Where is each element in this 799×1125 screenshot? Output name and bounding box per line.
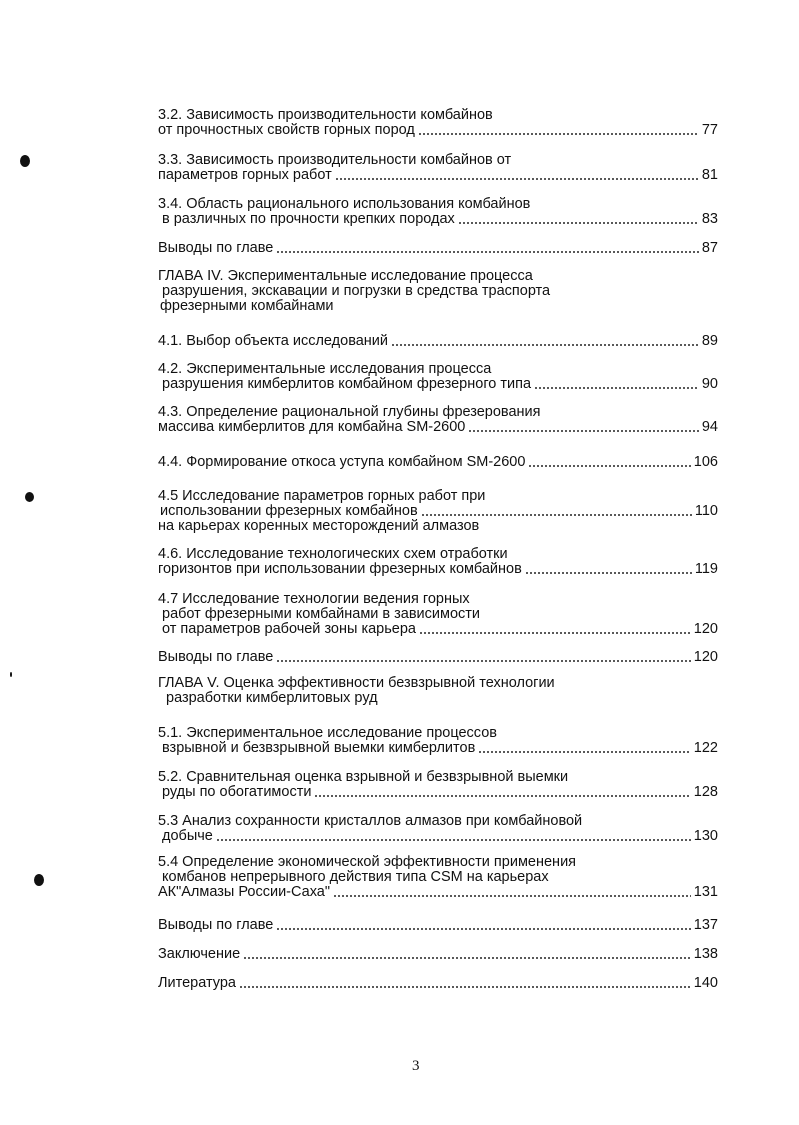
toc-line-text: руды по обогатимости: [162, 784, 312, 800]
toc-entry: [158, 547, 718, 577]
toc-page-number: 110: [694, 503, 718, 519]
toc-line: [158, 108, 718, 123]
toc-entry: [158, 726, 718, 756]
toc-line-text: 4.6. Исследование технологических схем отработки: [158, 546, 508, 562]
toc-line-text: горизонтов при использовании фрезерных комбайнов: [158, 561, 522, 577]
toc-line: [158, 519, 718, 534]
toc-entry: [158, 918, 718, 933]
toc-page-number: 131: [693, 884, 718, 900]
toc-line: [158, 770, 718, 785]
toc-line: [158, 212, 718, 227]
dot-leader: [458, 215, 699, 225]
toc-line-text: комбанов непрерывного действия типа CSM на карьерах: [162, 869, 549, 885]
toc-line: [158, 420, 718, 435]
toc-entry: [158, 814, 718, 844]
toc-line-text: 3.2. Зависимость производительности комбайнов: [158, 107, 493, 123]
toc-entry: [158, 334, 718, 349]
toc-line: [158, 284, 718, 299]
toc-line: [158, 607, 718, 622]
toc-page-number: 90: [701, 376, 718, 392]
toc-line: [158, 197, 718, 212]
toc-line-text: параметров горных работ: [158, 167, 332, 183]
dot-leader: [333, 888, 691, 898]
toc-line-text: массива кимберлитов для комбайна SM-2600: [158, 419, 466, 435]
dot-leader: [419, 625, 691, 635]
toc-line: [158, 153, 718, 168]
toc-entry: [158, 241, 718, 256]
toc-line: [158, 676, 718, 691]
dot-leader: [276, 921, 690, 931]
toc-page-number: 120: [693, 649, 718, 665]
toc-line: [158, 650, 718, 665]
toc-line-text: Выводы по главе: [158, 917, 274, 933]
toc-line: [158, 377, 718, 392]
dot-leader: [525, 565, 692, 575]
scan-artifact: [34, 874, 44, 886]
toc-line-text: 4.4. Формирование откоса уступа комбайном SM-2600: [158, 454, 526, 470]
toc-line: [158, 168, 718, 183]
toc-line-text: в различных по прочности крепких породах: [162, 211, 455, 227]
scan-artifact: [25, 492, 34, 502]
toc-entry: [158, 489, 718, 534]
toc-page-number: 94: [701, 419, 718, 435]
toc-line-text: фрезерными комбайнами: [160, 298, 334, 314]
toc-line-text: от параметров рабочей зоны карьера: [162, 621, 416, 637]
toc-page-number: 89: [701, 333, 718, 349]
toc-line-text: Выводы по главе: [158, 649, 274, 665]
toc-line-text: 5.1. Экспериментальное исследование процессов: [158, 725, 497, 741]
toc-line-text: 4.7 Исследование технологии ведения горных: [158, 591, 470, 607]
toc-page-number: 87: [701, 240, 718, 256]
toc-line: [158, 976, 718, 991]
toc-line: [158, 947, 718, 962]
toc-line: [158, 741, 718, 756]
toc-entry: [158, 455, 718, 470]
toc-line: [158, 691, 718, 706]
toc-page-number: 83: [701, 211, 718, 227]
toc-line: [158, 455, 718, 470]
toc-line-text: ГЛАВА IV. Экспериментальные исследование процесса: [158, 268, 533, 284]
dot-leader: [534, 380, 699, 390]
dot-leader: [421, 507, 692, 517]
dot-leader: [391, 337, 699, 347]
toc-page-number: 120: [693, 621, 718, 637]
toc-line-text: Литература: [158, 975, 236, 991]
toc-line: [158, 299, 718, 314]
toc-chapter-heading: [158, 269, 718, 314]
toc-line-text: разрушения, экскавации и погрузки в средства траспорта: [162, 283, 551, 299]
toc-line-text: добыче: [162, 828, 213, 844]
toc-line: [158, 562, 718, 577]
toc-line-text: ГЛАВА V. Оценка эффективности безвзрывной технологии: [158, 675, 555, 691]
toc-line-text: Заключение: [158, 946, 241, 962]
dot-leader: [478, 744, 691, 754]
dot-leader: [216, 832, 691, 842]
page-number: 3: [412, 1058, 420, 1074]
toc-line: [158, 547, 718, 562]
toc-line-text: 5.3 Анализ сохранности кристаллов алмазов при комбайновой: [158, 813, 583, 829]
dot-leader: [418, 126, 699, 136]
toc-line: [158, 241, 718, 256]
toc-line-text: 4.1. Выбор объекта исследований: [158, 333, 389, 349]
toc-line: [158, 334, 718, 349]
scan-artifact: [20, 155, 30, 167]
toc-line-text: 4.2. Экспериментальные исследования процесса: [158, 361, 492, 377]
toc-page-number: 106: [693, 454, 718, 470]
toc-line: [158, 785, 718, 800]
dot-leader: [239, 979, 691, 989]
toc-page-number: 130: [693, 828, 718, 844]
dot-leader: [335, 171, 699, 181]
toc-line-text: на карьерах коренных месторождений алмазов: [158, 518, 480, 534]
toc-page-number: 138: [693, 946, 718, 962]
toc-entry: [158, 108, 718, 138]
toc-entry: [158, 650, 718, 665]
toc-line-text: 5.4 Определение экономической эффективности применения: [158, 854, 577, 870]
toc-line-text: 3.4. Область рационального использования комбайнов: [158, 196, 531, 212]
toc-entry: [158, 153, 718, 183]
toc-entry: [158, 405, 718, 435]
toc-line: [158, 870, 718, 885]
dot-leader: [276, 653, 690, 663]
dot-leader: [276, 244, 699, 254]
toc-line-text: разрушения кимберлитов комбайном фрезерного типа: [162, 376, 532, 392]
toc-page-number: 137: [693, 917, 718, 933]
toc-line: [158, 362, 718, 377]
toc-page-number: 128: [693, 784, 718, 800]
toc-line: [158, 504, 718, 519]
toc-line: [158, 489, 718, 504]
dot-leader: [468, 423, 698, 433]
toc-entry: [158, 976, 718, 991]
toc-line: [158, 726, 718, 741]
toc-line-text: взрывной и безвзрывной выемки кимберлитов: [162, 740, 476, 756]
toc-line-text: использовании фрезерных комбайнов: [160, 503, 418, 519]
toc-line-text: 5.2. Сравнительная оценка взрывной и безвзрывной выемки: [158, 769, 569, 785]
toc-entry: [158, 770, 718, 800]
toc-page-number: 81: [701, 167, 718, 183]
toc-line-text: Выводы по главе: [158, 240, 274, 256]
dot-leader: [314, 788, 690, 798]
toc-line-text: 4.5 Исследование параметров горных работ при: [158, 488, 486, 504]
scan-artifact: [10, 672, 12, 677]
toc-entry: [158, 855, 718, 900]
toc-entry: [158, 362, 718, 392]
toc-page-number: 119: [694, 561, 718, 577]
dot-leader: [528, 458, 690, 468]
toc-line: [158, 269, 718, 284]
toc-entry: [158, 947, 718, 962]
toc-line: [158, 885, 718, 900]
toc-line: [158, 405, 718, 420]
toc-line-text: АК"Алмазы России-Саха": [158, 884, 330, 900]
toc-entry: [158, 592, 718, 637]
toc-page-number: 122: [693, 740, 718, 756]
toc-line-text: 3.3. Зависимость производительности комбайнов от: [158, 152, 512, 168]
dot-leader: [243, 950, 691, 960]
toc-line-text: разработки кимберлитовых руд: [166, 690, 378, 706]
toc-page-number: 77: [701, 122, 718, 138]
toc-line: [158, 918, 718, 933]
toc-entry: [158, 197, 718, 227]
toc-line: [158, 855, 718, 870]
toc-line-text: работ фрезерными комбайнами в зависимости: [162, 606, 481, 622]
toc-line: [158, 829, 718, 844]
toc-line: [158, 814, 718, 829]
toc-line: [158, 592, 718, 607]
toc-line-text: от прочностных свойств горных пород: [158, 122, 415, 138]
toc-chapter-heading: [158, 676, 718, 706]
toc-line-text: 4.3. Определение рациональной глубины фрезерования: [158, 404, 541, 420]
toc-line: [158, 123, 718, 138]
toc-page-number: 140: [693, 975, 718, 991]
toc-line: [158, 622, 718, 637]
